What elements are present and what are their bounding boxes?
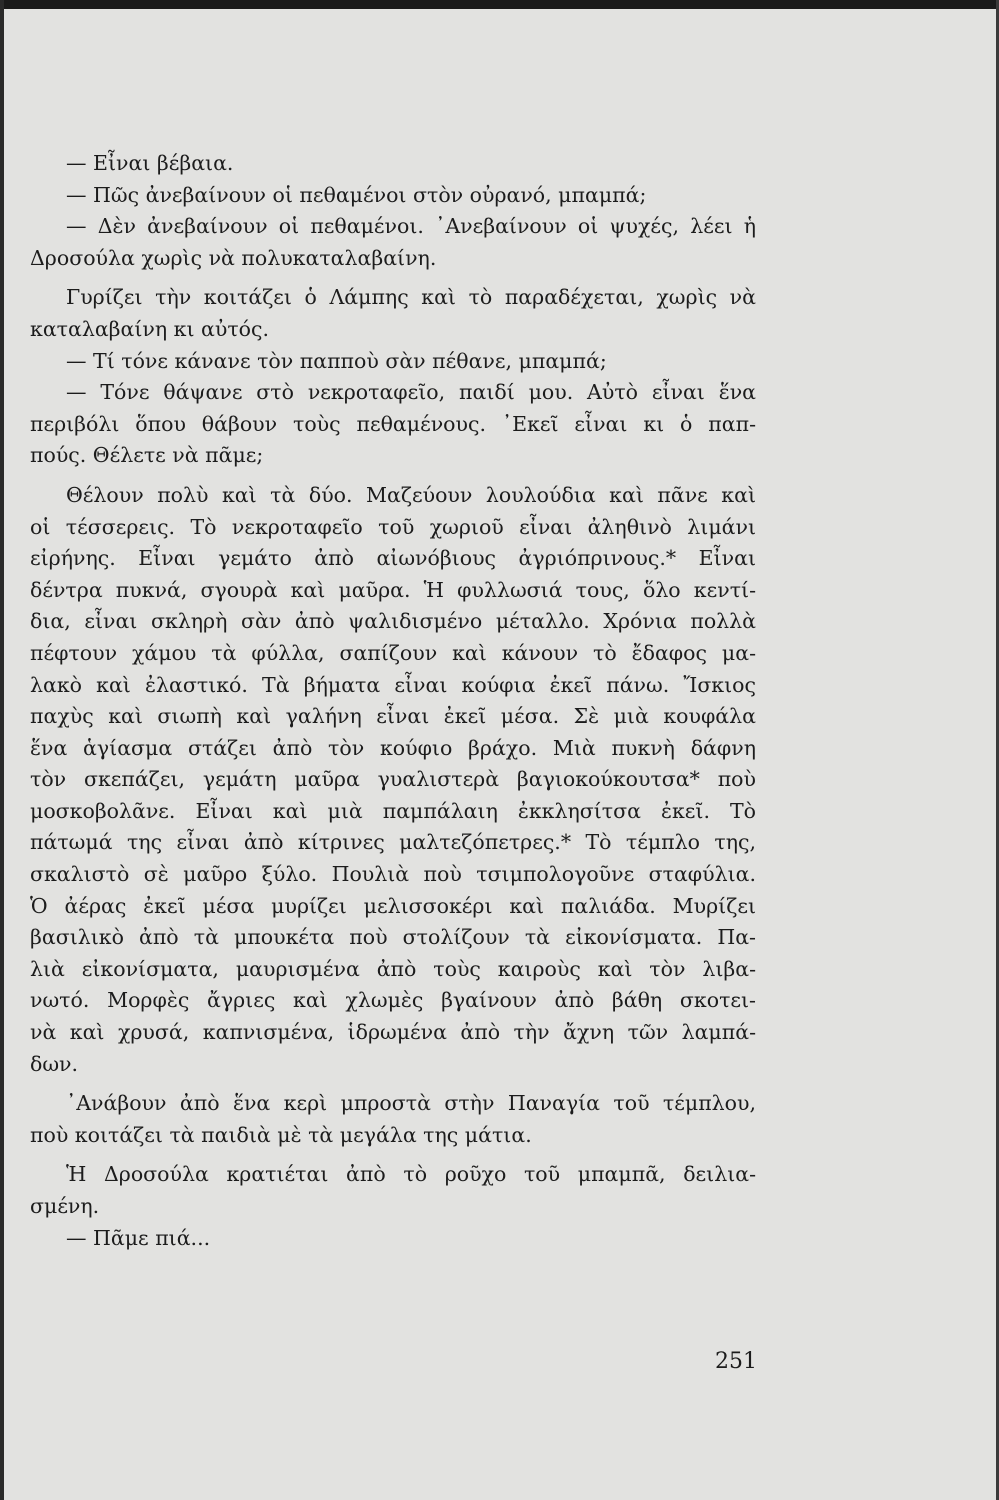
scan-left-edge bbox=[0, 0, 4, 1500]
text-line: — Δὲν ἀνεβαίνουν οἱ πεθαμένοι. ᾿Ανεβαίνουν οἱ ψυχές, λέει ἡ bbox=[66, 214, 756, 239]
page-number: 251 bbox=[715, 1349, 757, 1374]
text-line: — Πᾶμε πιά... bbox=[66, 1225, 211, 1250]
text-line: δων. bbox=[30, 1051, 79, 1076]
text-line: ᾿Ανάβουν ἀπὸ ἕνα κερὶ μπροστὰ στὴν Παναγία τοῦ τέμπλου, bbox=[66, 1091, 756, 1116]
text-line: πέφτουν χάμου τὰ φύλλα, σαπίζουν καὶ κάνουν τὸ ἔδαφος μα- bbox=[30, 640, 756, 665]
text-line: τὸν σκεπάζει, γεμάτη μαῦρα γυαλιστερὰ βαγιοκούκουτσα* ποὺ bbox=[30, 767, 756, 792]
text-line: Ὁ ἀέρας ἐκεῖ μέσα μυρίζει μελισσοκέρι καὶ παλιάδα. Μυρίζει bbox=[30, 893, 756, 918]
text-line: σμένη. bbox=[30, 1194, 100, 1218]
text-line: ποὺ κοιτάζει τὰ παιδιὰ μὲ τὰ μεγάλα της μάτια. bbox=[30, 1122, 532, 1147]
scan-top-edge bbox=[0, 0, 999, 9]
text-line: νωτό. Μορφὲς ἄγριες καὶ χλωμὲς βγαίνουν ἀπὸ βάθη σκοτει- bbox=[30, 988, 756, 1013]
text-line: λιὰ εἰκονίσματα, μαυρισμένα ἀπὸ τοὺς καιροὺς καὶ τὸν λιβα- bbox=[30, 956, 756, 981]
text-line: — Πῶς ἀνεβαίνουν οἱ πεθαμένοι στὸν οὐρανό, μπαμπά; bbox=[66, 182, 647, 207]
text-line: Θέλουν πολὺ καὶ τὰ δύο. Μαζεύουν λουλούδια καὶ πᾶνε καὶ bbox=[66, 482, 756, 507]
text-line: Δροσούλα χωρὶς νὰ πολυκαταλαβαίνη. bbox=[30, 245, 437, 270]
text-line: δια, εἶναι σκληρὴ σὰν ἀπὸ ψαλιδισμένο μέταλλο. Χρόνια πολλὰ bbox=[30, 609, 756, 634]
text-line: λακὸ καὶ ἐλαστικό. Τὰ βήματα εἶναι κούφια ἐκεῖ πάνω. Ἴσκιος bbox=[30, 672, 756, 697]
text-line: πούς. Θέλετε νὰ πᾶμε; bbox=[30, 443, 264, 468]
text-line: περιβόλι ὅπου θάβουν τοὺς πεθαμένους. ᾿Εκεῖ εἶναι κι ὁ παπ- bbox=[30, 411, 756, 436]
text-line: — Εἶναι βέβαια. bbox=[66, 151, 234, 175]
text-line: Γυρίζει τὴν κοιτάζει ὁ Λάμπης καὶ τὸ παραδέχεται, χωρὶς νὰ bbox=[66, 285, 756, 310]
text-line: καταλαβαίνη κι αὐτός. bbox=[30, 316, 270, 341]
text-line: πάτωμά της εἶναι ἀπὸ κίτρινες μαλτεζόπετρες.* Τὸ τέμπλο της, bbox=[30, 830, 756, 855]
text-line: σκαλιστὸ σὲ μαῦρο ξύλο. Πουλιὰ ποὺ τσιμπολογοῦνε σταφύλια. bbox=[30, 862, 756, 887]
text-line: εἰρήνης. Εἶναι γεμάτο ἀπὸ αἰωνόβιους ἀγριόπρινους.* Εἶναι bbox=[30, 546, 756, 571]
text-line: παχὺς καὶ σιωπὴ καὶ γαλήνη εἶναι ἐκεῖ μέσα. Σὲ μιὰ κουφάλα bbox=[30, 704, 756, 729]
body-text bbox=[30, 148, 756, 1254]
text-line: νὰ καὶ χρυσά, καπνισμένα, ἱδρωμένα ἀπὸ τὴν ἄχνη τῶν λαμπά- bbox=[30, 1020, 756, 1045]
text-line: δέντρα πυκνά, σγουρὰ καὶ μαῦρα. Ἡ φυλλωσιά τους, ὅλο κεντί- bbox=[30, 577, 756, 602]
text-line: — Τόνε θάψανε στὸ νεκροταφεῖο, παιδί μου. Αὐτὸ εἶναι ἕνα bbox=[66, 380, 756, 405]
text-line: οἱ τέσσερεις. Τὸ νεκροταφεῖο τοῦ χωριοῦ εἶναι ἀληθινὸ λιμάνι bbox=[30, 514, 756, 539]
text-line: Ἡ Δροσούλα κρατιέται ἀπὸ τὸ ροῦχο τοῦ μπαμπᾶ, δειλια- bbox=[66, 1162, 756, 1187]
text-line: βασιλικὸ ἀπὸ τὰ μπουκέτα ποὺ στολίζουν τὰ εἰκονίσματα. Πα- bbox=[30, 925, 756, 950]
text-line: μοσκοβολᾶνε. Εἶναι καὶ μιὰ παμπάλαιη ἐκκλησίτσα ἐκεῖ. Τὸ bbox=[30, 798, 756, 823]
text-line: ἕνα ἁγίασμα στάζει ἀπὸ τὸν κούφιο βράχο. Μιὰ πυκνὴ δάφνη bbox=[30, 735, 756, 760]
text-line: — Τί τόνε κάνανε τὸν παπποὺ σὰν πέθανε, μπαμπά; bbox=[66, 348, 607, 373]
